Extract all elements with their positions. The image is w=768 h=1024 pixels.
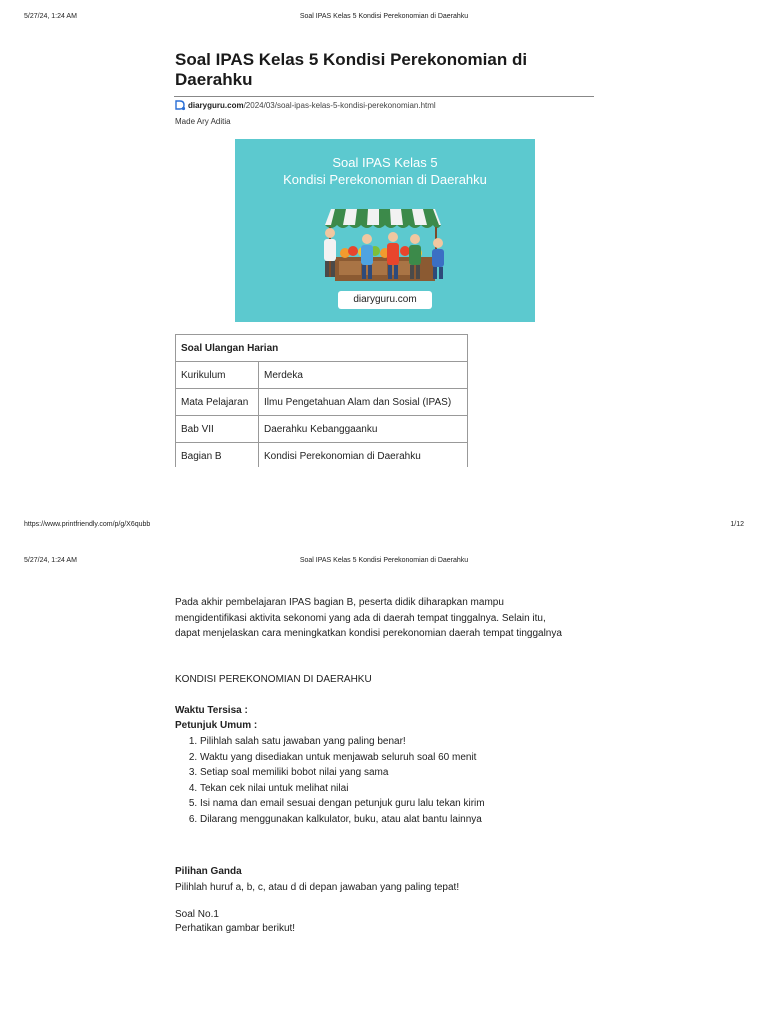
question-prompt: Perhatikan gambar berikut! [175,923,296,934]
table-cell-value: Daerahku Kebanggaanku [259,416,468,443]
print-doc-title: Soal IPAS Kelas 5 Kondisi Perekonomian di Daerahku [299,13,469,20]
source-path: /2024/03/soal-ipas-kelas-5-kondisi-perekonomian.html [243,100,436,110]
title-divider [174,96,594,97]
article-title: Soal IPAS Kelas 5 Kondisi Perekonomian di Daerahku [175,50,528,89]
print-datetime: 5/27/24, 1:24 AM [24,13,77,20]
list-item: 4. Tekan cek nilai untuk melihat nilai [200,781,485,797]
source-line[interactable] [174,99,436,111]
table-row [176,362,468,389]
list-item: 1. Pilihlah salah satu jawaban yang paling benar! [200,734,485,750]
page-number: 1/12 [730,521,744,528]
list-item: 3. Setiap soal memiliki bobot nilai yang sama [200,765,485,781]
banner-title-line2: Kondisi Perekonomian di Daerahku [283,172,487,187]
list-item: 2. Waktu yang disediakan untuk menjawab seluruh soal 60 menit [200,750,485,766]
multiple-choice-heading: Pilihan Ganda [175,866,242,877]
table-row [176,443,468,470]
question-number: Soal No.1 [175,909,219,920]
print-url[interactable]: https://www.printfriendly.com/p/g/X6qubb [24,521,151,528]
print-datetime: 5/27/24, 1:24 AM [24,557,77,564]
source-domain: diaryguru.com [188,100,244,110]
section-title: KONDISI PEREKONOMIAN DI DAERAHKU [175,674,372,685]
table-cell-key: Kurikulum [176,362,259,389]
article-banner-image [235,139,535,322]
site-logo-icon [174,99,186,111]
table-cell-key: Mata Pelajaran [176,389,259,416]
list-item: 5. Isi nama dan email sesuai dengan petunjuk guru lalu tekan kirim [200,796,485,812]
lesson-info-table [175,334,468,470]
banner-title-line1: Soal IPAS Kelas 5 [332,155,438,170]
list-item: 6. Dilarang menggunakan kalkulator, buku, atau alat bantu lainnya [200,812,485,828]
banner-site-label: diaryguru.com [338,291,432,309]
table-cell-key: Bab VII [176,416,259,443]
table-cell-value: Kondisi Perekonomian di Daerahku [259,443,468,470]
multiple-choice-instruction: Pilihlah huruf a, b, c, atau d di depan jawaban yang paling tepat! [175,882,460,893]
author-name: Made Ary Aditia [175,117,231,126]
table-cell-value: Ilmu Pengetahuan Alam dan Sosial (IPAS) [259,389,468,416]
table-row [176,416,468,443]
page-break-clip [170,467,490,475]
print-doc-title: Soal IPAS Kelas 5 Kondisi Perekonomian di Daerahku [299,557,469,564]
table-row [176,389,468,416]
intro-paragraph: Pada akhir pembelajaran IPAS bagian B, peserta didik diharapkan mampu mengidentifikasi aktivita sekonomi yang ada di daerah tempat tinggalnya. Selain itu, dapat menjelaskan cara meningkatkan kondisi perekonomian daerah tempat tinggalnya [175,597,562,639]
instructions-list [175,734,485,827]
table-cell-value: Merdeka [259,362,468,389]
instructions-heading: Petunjuk Umum : [175,720,258,731]
table-heading: Soal Ulangan Harian [176,335,468,362]
time-remaining-label: Waktu Tersisa : [175,705,248,716]
table-cell-key: Bagian B [176,443,259,470]
